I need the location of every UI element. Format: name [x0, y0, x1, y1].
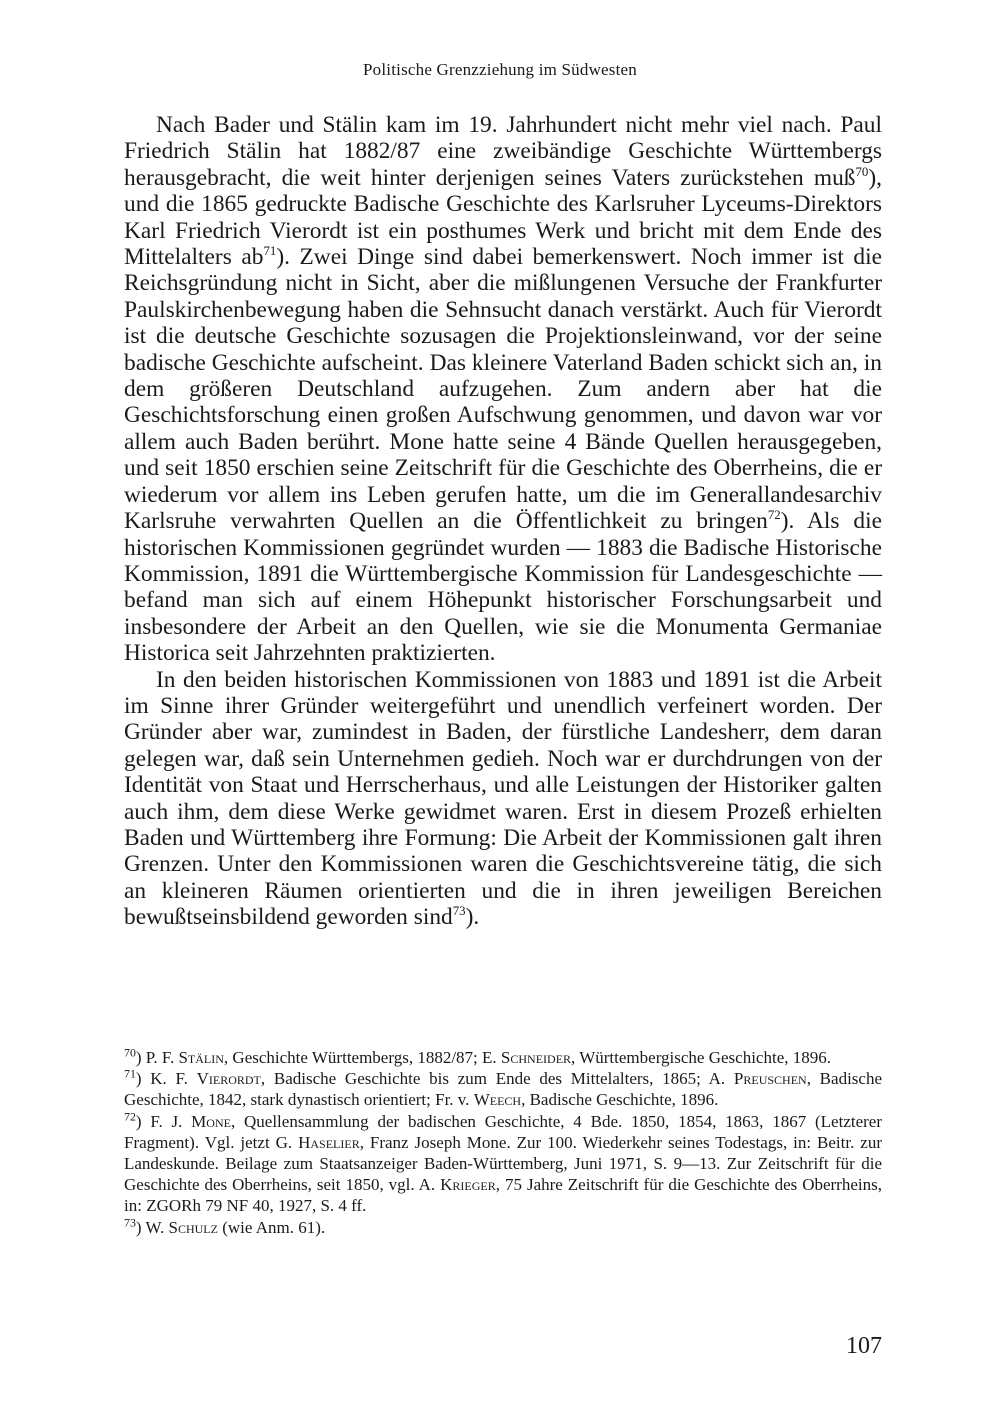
- footnote-text: , Badische Geschichte, 1842, stark dynastisch orientiert; Fr. v.: [124, 1069, 882, 1110]
- footnote-ref-70[interactable]: 70: [855, 165, 869, 180]
- footnote-text: ) F. J.: [135, 1111, 192, 1131]
- footnote-ref-72[interactable]: 72: [767, 508, 781, 523]
- footnotes: [124, 1047, 882, 1238]
- author-name: Vierordt: [196, 1069, 261, 1089]
- paragraph-1: [124, 112, 882, 667]
- paragraph-text: ). Als die historischen Kommissionen gegründet wurden — 1883 die Badische Historische Kommission, 1891 die Württembergische Kommission für Landesgeschichte — befand man sich auf einem Höhepunkt historischer Forschungsarbeit und insbesondere der Arbeit an den Quellen, wie sie die Monumenta Germaniae Historica seit Jahrzehnten praktizierten.: [124, 508, 882, 667]
- author-name: Weech: [473, 1090, 522, 1110]
- paragraph-text: ).: [465, 904, 480, 931]
- paragraph-text: ), und die 1865 gedruckte Badische Geschichte des Karlsruher Lyceums-Direktors Karl Friedrich Vierordt ist ein posthumes Werk und bricht mit dem Ende des Mittelalters ab: [124, 164, 882, 271]
- footnote-text: , 75 Jahre Zeitschrift für die Geschichte des Oberrheins, in: ZGORh 79 NF 40, 1927, S. 4 ff.: [124, 1175, 882, 1216]
- author-name: Stälin: [178, 1048, 224, 1067]
- footnote-text: ) P. F.: [135, 1048, 179, 1067]
- body-text: [124, 112, 882, 931]
- footnote-text: , Franz Joseph Mone. Zur 100. Wiederkehr seines Todestags, in: Beitr. zur Landeskunde. Beilage zum Staatsanzeiger Baden-Württemberg, Juni 1971, S. 9—13. Zur Zeitschrift für die Geschichte des Oberrheins, seit 1850, vgl. A.: [124, 1132, 882, 1195]
- author-name: Haselier: [298, 1132, 360, 1152]
- footnote-73: [124, 1214, 882, 1238]
- footnote-text: , Quellensammlung der badischen Geschichte, 4 Bde. 1850, 1854, 1863, 1867 (Letzterer Fragment). Vgl. jetzt G.: [124, 1111, 882, 1152]
- author-name: Krieger: [440, 1175, 496, 1195]
- footnote-text: ) K. F.: [135, 1069, 197, 1089]
- footnote-number: 72: [124, 1108, 136, 1123]
- running-head: Politische Grenzziehung im Südwesten: [363, 60, 637, 79]
- paragraph-2: [124, 667, 882, 931]
- footnote-text: ) W.: [135, 1217, 169, 1237]
- author-name: Schulz: [168, 1217, 218, 1237]
- footnote-text: , Württembergische Geschichte, 1896.: [571, 1048, 831, 1067]
- paragraph-text: Nach Bader und Stälin kam im 19. Jahrhundert nicht mehr viel nach. Paul Friedrich Stälin hat 1882/87 eine zweibändige Geschichte Württembergs herausgebracht, die weit hinter derjenigen seines Vaters zurückstehen muß: [124, 112, 882, 191]
- paragraph-text: In den beiden historischen Kommissionen von 1883 und 1891 ist die Arbeit im Sinne ihrer Gründer weitergeführt und unendlich verfeinert worden. Der Gründer aber war, zumindest in Baden, der fürstliche Landesherr, dem daran gelegen war, daß sein Unternehmen gedieh. Noch war er durchdrungen von der Identität von Staat und Herrscherhaus, und alle Leistungen der Historiker galten auch ihm, dem diese Werke gewidmet waren. Erst in diesem Prozeß erhielten Baden und Württemberg ihre Formung: Die Arbeit der Kommissionen galt ihren Grenzen. Unter den Kommissionen waren die Geschichtsvereine tätig, die sich an kleineren Räumen orientierten und die in ihren jeweiligen Bereichen bewußtseinsbildend geworden sind: [124, 666, 882, 931]
- footnote-number: 73: [124, 1214, 136, 1229]
- footnote-number: 71: [124, 1066, 136, 1081]
- footnote-text: , Geschichte Württembergs, 1882/87; E.: [223, 1048, 501, 1067]
- footnote-72: [124, 1108, 882, 1217]
- footnote-ref-71[interactable]: 71: [263, 244, 277, 259]
- page-number: 107: [846, 1333, 882, 1359]
- footnote-70: [124, 1047, 882, 1068]
- footnote-71: [124, 1068, 882, 1110]
- footnote-text: (wie Anm. 61).: [217, 1217, 326, 1237]
- author-name: Mone: [191, 1111, 231, 1131]
- author-name: Schneider: [500, 1048, 572, 1067]
- footnote-text: , Badische Geschichte, 1896.: [521, 1090, 719, 1110]
- footnote-number: 70: [124, 1045, 136, 1060]
- footnote-text: , Badische Geschichte bis zum Ende des Mittelalters, 1865; A.: [260, 1069, 734, 1089]
- paragraph-text: ). Zwei Dinge sind dabei bemerkenswert. Noch immer ist die Reichsgründung nicht in Sicht, aber die mißlungenen Versuche der Frankfurter Paulskirchenbewegung haben die Sehnsucht danach verstärkt. Auch für Vierordt ist die deutsche Geschichte sozusagen die Projektionsleinwand, vor der seine badische Geschichte aufscheint. Das kleinere Vaterland Baden schickt sich an, in dem größeren Deutschland aufzugehen. Zum andern aber hat die Geschichtsforschung einen großen Aufschwung genommen, und davon war vor allem auch Baden berührt. Mone hatte seine 4 Bände Quellen herausgegeben, und seit 1850 erschien seine Zeitschrift für die Geschichte des Oberrheins, die er wiederum vor allem ins Leben gerufen hatte, um die im Generallandesarchiv Karlsruhe verwahrten Quellen an die Öffentlichkeit zu bringen: [124, 244, 882, 535]
- footnote-ref-73[interactable]: 73: [452, 904, 466, 919]
- author-name: Preuschen: [733, 1069, 807, 1089]
